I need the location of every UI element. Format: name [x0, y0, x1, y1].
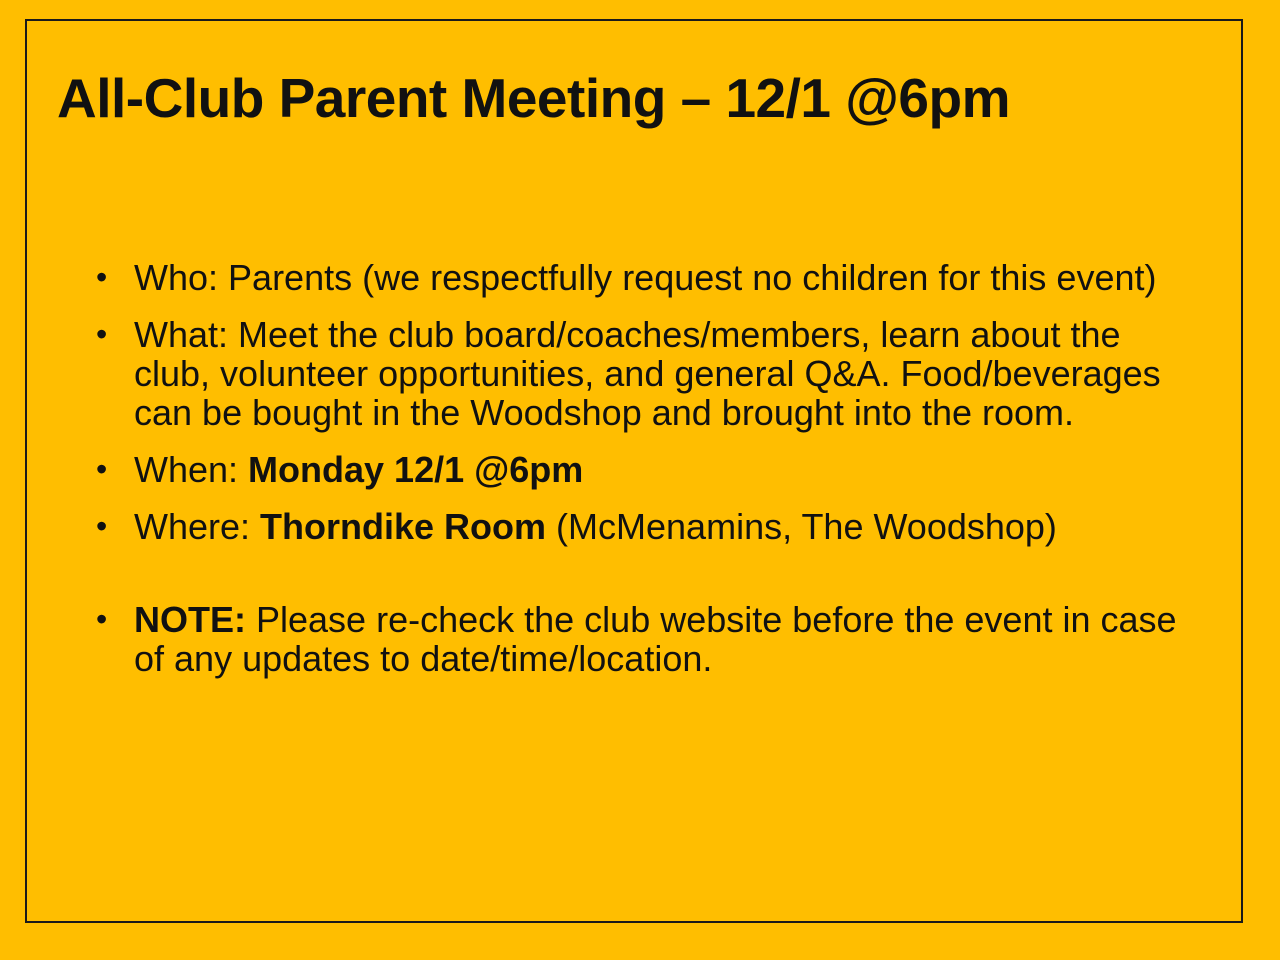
who-label: Who:	[134, 257, 219, 298]
where-room: Thorndike Room	[260, 506, 547, 547]
where-label: Where:	[134, 506, 261, 547]
bullet-dot-icon: •	[96, 601, 108, 637]
note-text: Please re-check the club website before the event in case of any updates to date/time/location.	[134, 599, 1177, 679]
bullet-dot-icon: •	[96, 316, 108, 352]
bullet-dot-icon: •	[96, 451, 108, 487]
bullet-when	[96, 450, 1196, 489]
bullet-dot-icon: •	[96, 508, 108, 544]
what-text: Meet the club board/coaches/members, learn about the club, volunteer opportunities, and general Q&A. Food/beverages can be bought in the Woodshop and brought into the room.	[134, 314, 1161, 433]
bullet-dot-icon: •	[96, 259, 108, 295]
when-value: Monday 12/1 @6pm	[248, 449, 584, 490]
when-label: When:	[134, 449, 249, 490]
bullet-what	[96, 315, 1196, 432]
where-text: (McMenamins, The Woodshop)	[546, 506, 1057, 547]
bullet-list	[96, 258, 1196, 696]
slide-title: All-Club Parent Meeting – 12/1 @6pm	[57, 67, 1011, 129]
bullet-note	[96, 600, 1196, 678]
bullet-where	[96, 507, 1196, 546]
bullet-who	[96, 258, 1196, 297]
what-label: What:	[134, 314, 229, 355]
who-text: Parents (we respectfully request no children for this event)	[218, 257, 1157, 298]
note-label: NOTE:	[134, 599, 246, 640]
